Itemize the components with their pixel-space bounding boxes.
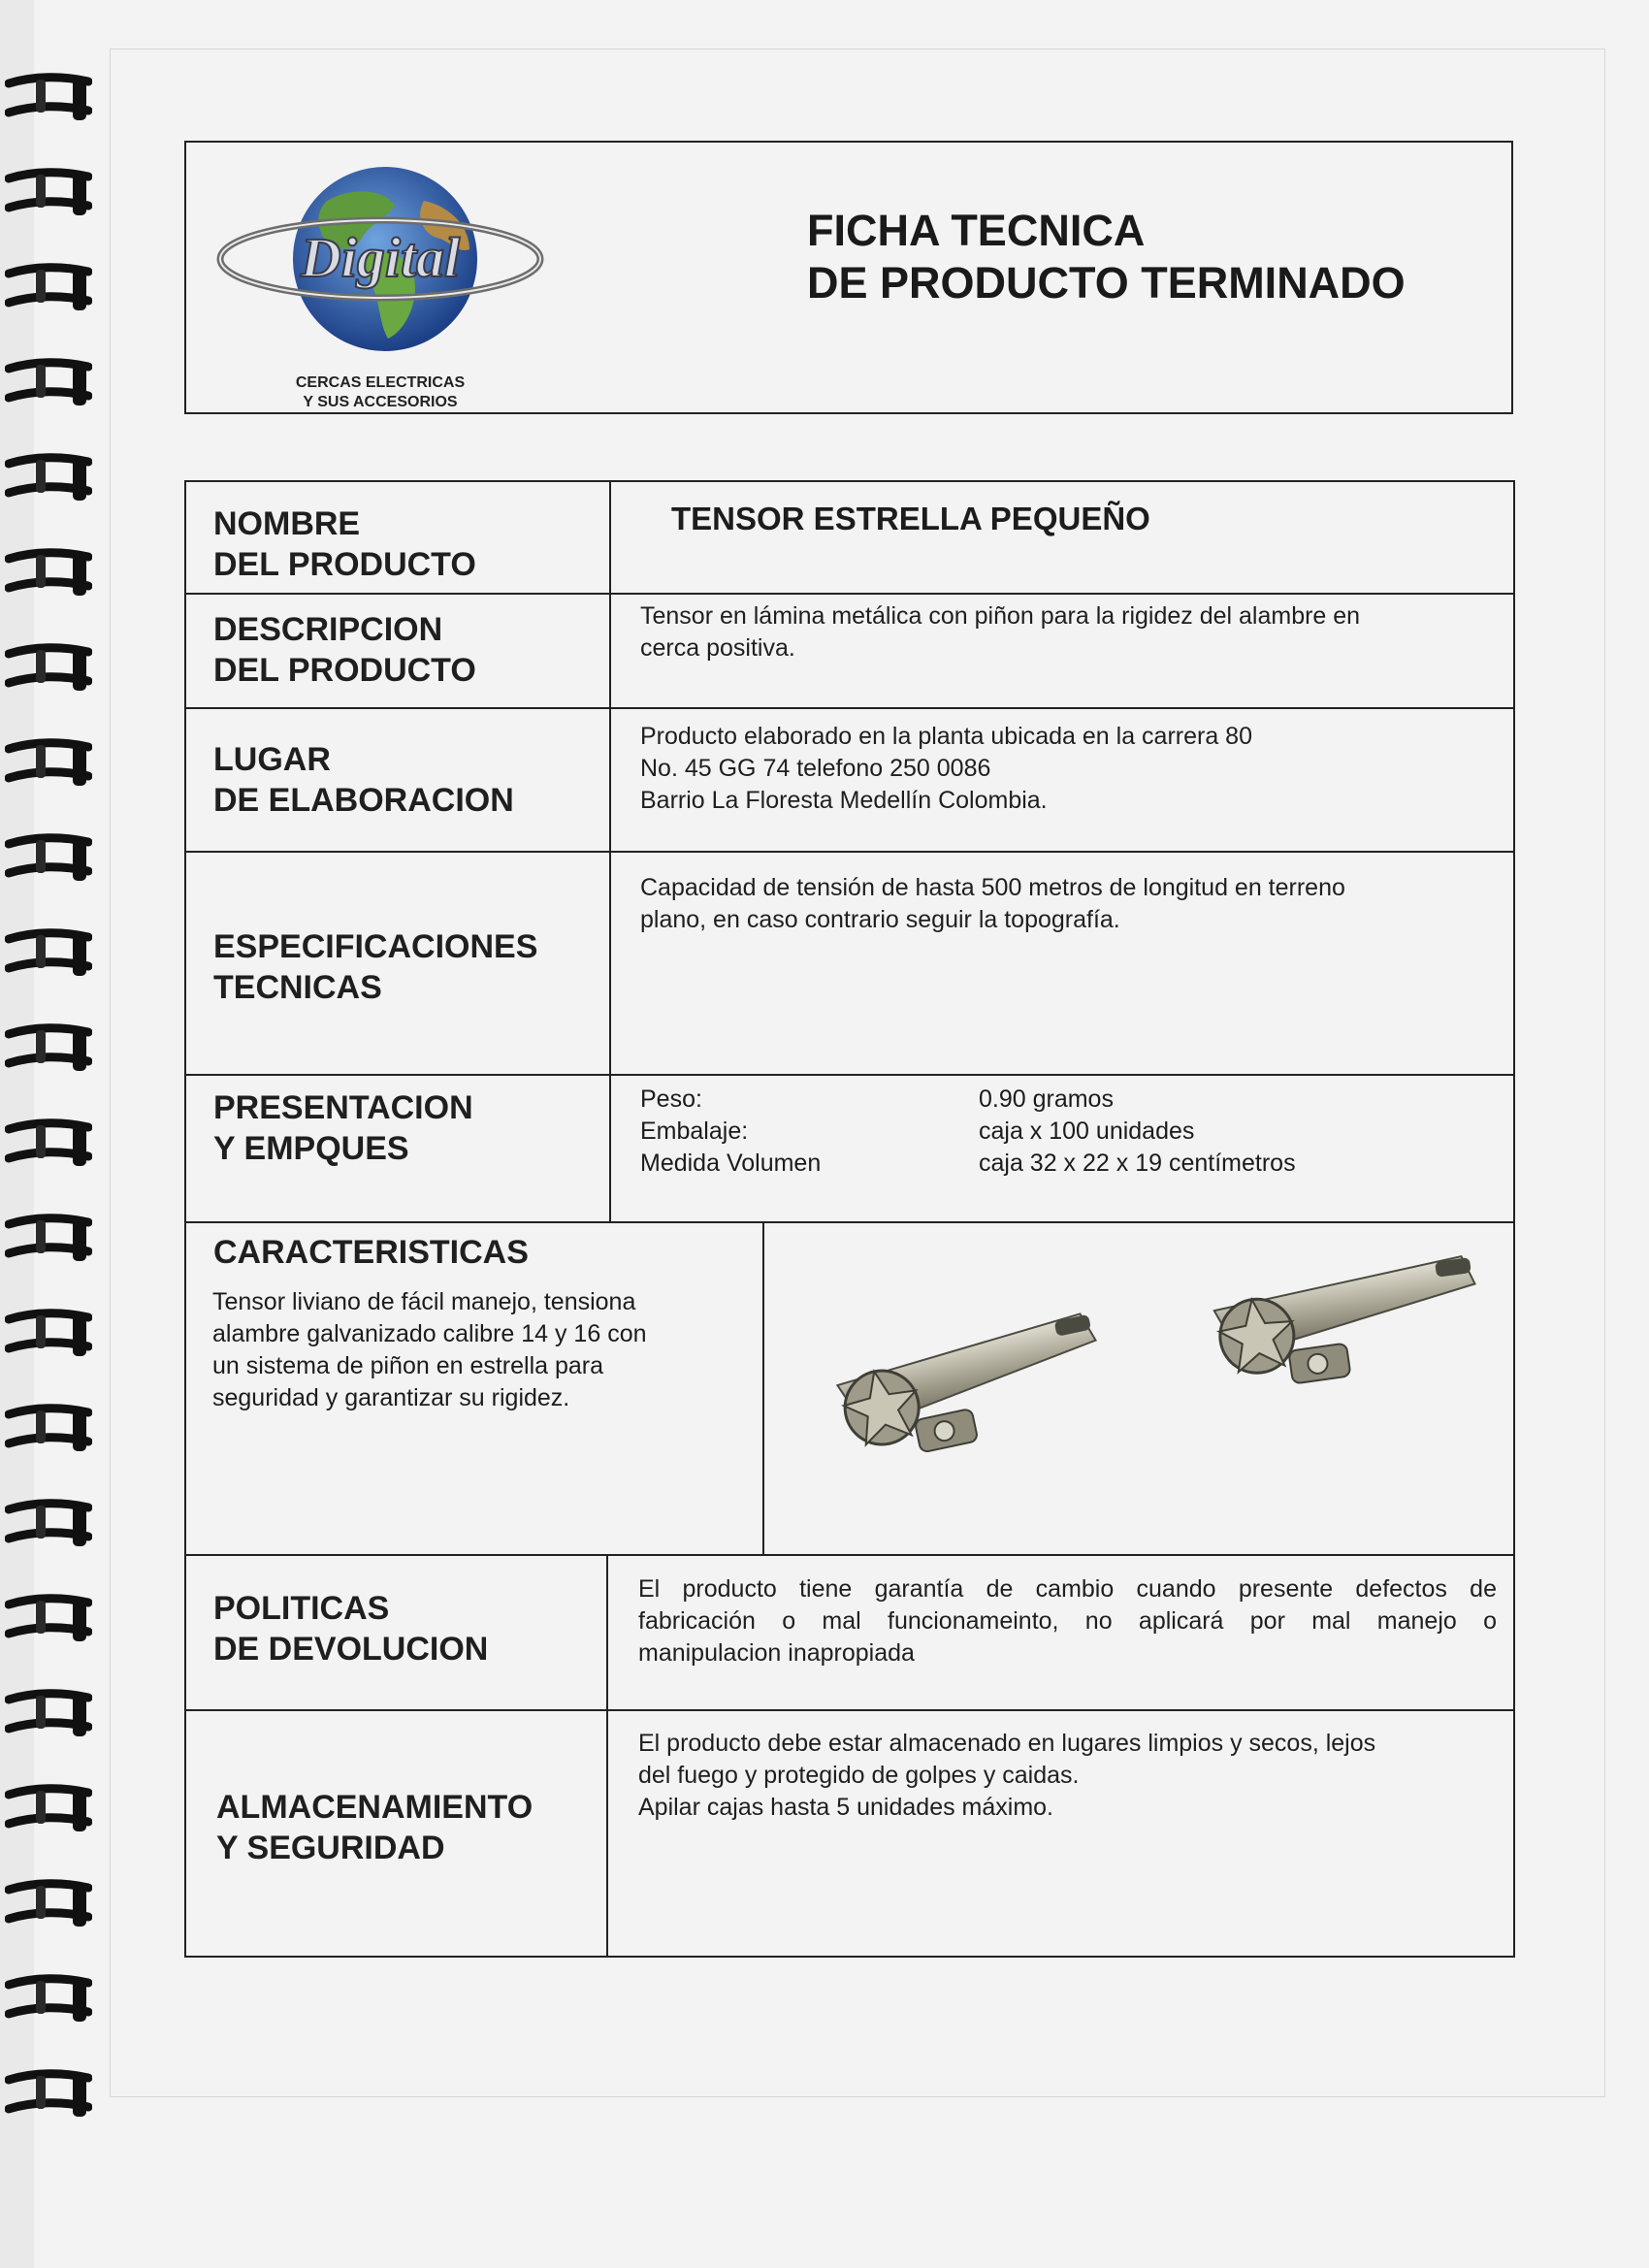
label-especificaciones: ESPECIFICACIONES TECNICAS: [213, 928, 538, 1006]
document-title: FICHA TECNICA DE PRODUCTO TERMINADO: [807, 206, 1406, 308]
spiral-binding-icon: [5, 1971, 92, 2027]
row-divider: [186, 851, 1513, 853]
label-caracteristicas: CARACTERISTICAS: [213, 1234, 529, 1271]
row-divider: [186, 707, 1513, 709]
presentacion-value: caja 32 x 22 x 19 centímetros: [979, 1150, 1296, 1177]
spiral-binding-icon: [5, 1306, 92, 1362]
presentacion-value: 0.90 gramos: [979, 1085, 1114, 1113]
presentacion-key: Peso:: [640, 1085, 702, 1113]
presentacion-key: Embalaje:: [640, 1118, 749, 1145]
column-divider: [606, 1554, 608, 1958]
spiral-binding-icon: [5, 640, 92, 697]
row-divider: [186, 1074, 1513, 1076]
spiral-binding-icon: [5, 1211, 92, 1267]
logo-tagline: CERCAS ELECTRICAS Y SUS ACCESORIOS: [295, 374, 466, 410]
spiral-binding-icon: [5, 165, 92, 221]
label-descripcion: DESCRIPCION DEL PRODUCTO: [213, 611, 476, 689]
spiral-binding-icon: [5, 450, 92, 506]
column-divider: [609, 482, 611, 1221]
value-politicas: El producto tiene garantía de cambio cuando presente defectos de fabricación o mal funcionameinto, no aplicará por mal manejo o manipulacion inapropiada: [638, 1575, 1497, 1667]
spec-table: [184, 480, 1515, 1958]
spiral-binding-icon: [5, 1591, 92, 1647]
spiral-binding-icon: [5, 1496, 92, 1552]
tensor-photo: [774, 1229, 1515, 1556]
label-politicas: POLITICAS DE DEVOLUCION: [213, 1590, 489, 1668]
spiral-binding-icon: [5, 830, 92, 887]
spiral-binding-icon: [5, 925, 92, 982]
spiral-binding-icon: [5, 355, 92, 411]
header-box: [184, 141, 1513, 414]
spiral-binding-icon: [5, 1876, 92, 1932]
spiral-binding: [0, 0, 107, 2268]
spiral-binding-icon: [5, 70, 92, 126]
logo-wordmark: Digital: [300, 226, 461, 289]
value-almacenamiento: El producto debe estar almacenado en lugares limpios y secos, lejos del fuego y protegido de golpes y caidas. Apilar cajas hasta 5 unidades máximo.: [638, 1730, 1376, 1821]
spiral-binding-icon: [5, 1116, 92, 1172]
tensor-illustration: [774, 1229, 1515, 1556]
column-divider: [762, 1221, 764, 1554]
value-lugar: Producto elaborado en la planta ubicada en la carrera 80 No. 45 GG 74 telefono 250 0086 Barrio La Floresta Medellín Colombia.: [640, 723, 1252, 814]
spiral-binding-icon: [5, 2066, 92, 2122]
value-descripcion: Tensor en lámina metálica con piñon para la rigidez del alambre en cerca positiva.: [640, 602, 1361, 662]
value-especificaciones: Capacidad de tensión de hasta 500 metros de longitud en terreno plano, en caso contrario seguir la topografía.: [640, 874, 1345, 933]
row-divider: [186, 1709, 1513, 1711]
company-logo: [215, 162, 545, 410]
product-name: TENSOR ESTRELLA PEQUEÑO: [671, 501, 1150, 536]
presentacion-value: caja x 100 unidades: [979, 1118, 1195, 1145]
label-nombre: NOMBRE DEL PRODUCTO: [213, 505, 476, 583]
tensor-right: [1212, 1255, 1485, 1394]
row-divider: [186, 593, 1513, 595]
spiral-binding-icon: [5, 260, 92, 316]
globe-logo-icon: [215, 162, 545, 356]
spiral-binding-icon: [5, 735, 92, 792]
presentacion-key: Medida Volumen: [640, 1150, 822, 1177]
spiral-binding-icon: [5, 1021, 92, 1077]
spiral-binding-icon: [5, 545, 92, 601]
value-caracteristicas: Tensor liviano de fácil manejo, tensiona alambre galvanizado calibre 14 y 16 con un sistema de piñon en estrella para seguridad y garantizar su rigidez.: [212, 1288, 647, 1411]
row-divider: [186, 1221, 1513, 1223]
tensor-left: [833, 1312, 1111, 1467]
label-lugar: LUGAR DE ELABORACION: [213, 741, 514, 819]
label-almacenamiento: ALMACENAMIENTO Y SEGURIDAD: [216, 1789, 534, 1866]
spiral-binding-icon: [5, 1401, 92, 1457]
spiral-binding-icon: [5, 1686, 92, 1742]
label-presentacion: PRESENTACION Y EMPQUES: [213, 1089, 473, 1167]
spiral-binding-icon: [5, 1781, 92, 1837]
